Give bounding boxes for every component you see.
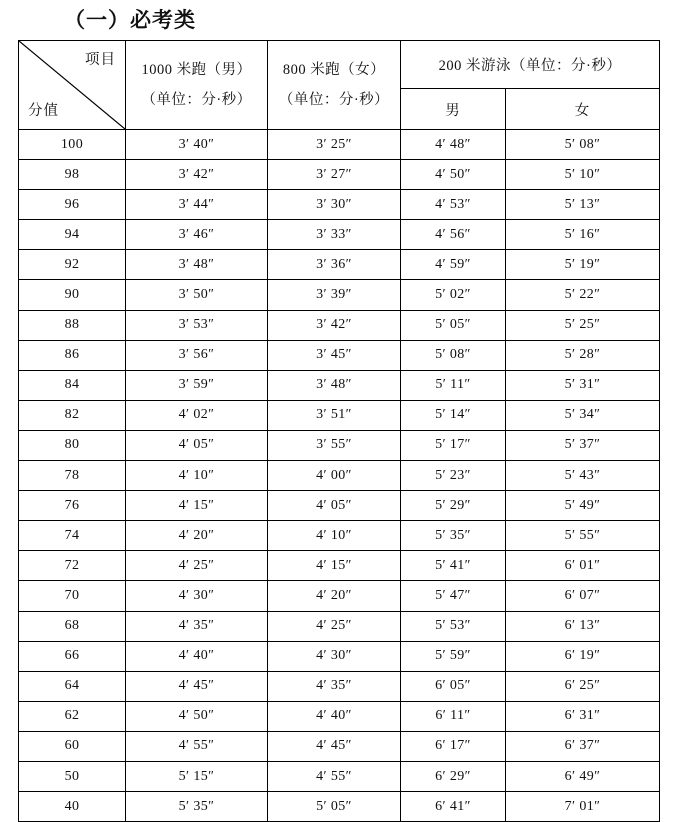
- cell-score: 86: [19, 340, 126, 370]
- cell-score: 78: [19, 461, 126, 491]
- cell-score: 98: [19, 160, 126, 190]
- cell-run-800m: 3′ 27″: [268, 160, 401, 190]
- cell-swim-male: 5′ 02″: [401, 280, 506, 310]
- cell-score: 80: [19, 430, 126, 460]
- cell-score: 74: [19, 521, 126, 551]
- table-row: [19, 430, 660, 460]
- cell-swim-female: 5′ 34″: [506, 400, 660, 430]
- cell-swim-female: 5′ 22″: [506, 280, 660, 310]
- table-row: [19, 190, 660, 220]
- cell-run-800m: 4′ 45″: [268, 731, 401, 761]
- cell-score: 88: [19, 310, 126, 340]
- table-row: [19, 310, 660, 340]
- cell-run-800m: 4′ 15″: [268, 551, 401, 581]
- cell-swim-female: 5′ 37″: [506, 430, 660, 460]
- cell-swim-male: 6′ 41″: [401, 792, 506, 822]
- cell-swim-male: 6′ 05″: [401, 671, 506, 701]
- header-label-score: 分值: [28, 103, 59, 119]
- cell-run-1000m: 3′ 40″: [126, 130, 268, 160]
- cell-swim-female: 5′ 55″: [506, 521, 660, 551]
- cell-swim-female: 5′ 49″: [506, 491, 660, 521]
- cell-score: 68: [19, 611, 126, 641]
- cell-swim-male: 5′ 35″: [401, 521, 506, 551]
- table-row: [19, 671, 660, 701]
- table-row: [19, 521, 660, 551]
- cell-swim-male: 5′ 14″: [401, 400, 506, 430]
- table-row: [19, 370, 660, 400]
- cell-swim-male: 6′ 29″: [401, 761, 506, 791]
- cell-score: 60: [19, 731, 126, 761]
- cell-run-1000m: 3′ 48″: [126, 250, 268, 280]
- cell-score: 40: [19, 792, 126, 822]
- cell-swim-male: 5′ 11″: [401, 370, 506, 400]
- page-title: （一）必考类: [64, 7, 196, 32]
- table-body: [19, 41, 660, 822]
- cell-run-1000m: 4′ 05″: [126, 430, 268, 460]
- cell-run-1000m: 3′ 53″: [126, 310, 268, 340]
- cell-swim-male: 5′ 05″: [401, 310, 506, 340]
- cell-score: 50: [19, 761, 126, 791]
- cell-run-1000m: 4′ 50″: [126, 701, 268, 731]
- cell-run-800m: 3′ 36″: [268, 250, 401, 280]
- cell-swim-female: 5′ 16″: [506, 220, 660, 250]
- cell-run-1000m: 5′ 15″: [126, 761, 268, 791]
- cell-run-800m: 4′ 25″: [268, 611, 401, 641]
- table-row: [19, 220, 660, 250]
- cell-score: 92: [19, 250, 126, 280]
- cell-swim-male: 4′ 53″: [401, 190, 506, 220]
- cell-swim-female: 5′ 43″: [506, 461, 660, 491]
- score-standards-table: [18, 40, 660, 822]
- cell-run-1000m: 4′ 10″: [126, 461, 268, 491]
- cell-swim-female: 6′ 31″: [506, 701, 660, 731]
- cell-swim-male: 5′ 47″: [401, 581, 506, 611]
- cell-run-800m: 4′ 30″: [268, 641, 401, 671]
- table-row: [19, 130, 660, 160]
- table-row: [19, 761, 660, 791]
- header-run-800m-unit: （单位：分·秒）: [278, 92, 390, 108]
- cell-score: 64: [19, 671, 126, 701]
- cell-run-800m: 3′ 25″: [268, 130, 401, 160]
- cell-run-800m: 4′ 55″: [268, 761, 401, 791]
- cell-run-1000m: 4′ 25″: [126, 551, 268, 581]
- cell-score: 96: [19, 190, 126, 220]
- cell-swim-male: 4′ 59″: [401, 250, 506, 280]
- cell-swim-female: 5′ 31″: [506, 370, 660, 400]
- cell-swim-female: 6′ 19″: [506, 641, 660, 671]
- header-corner-cell: [19, 41, 126, 130]
- cell-swim-male: 6′ 17″: [401, 731, 506, 761]
- cell-run-800m: 5′ 05″: [268, 792, 401, 822]
- table-row: [19, 581, 660, 611]
- cell-run-1000m: 4′ 20″: [126, 521, 268, 551]
- cell-score: 94: [19, 220, 126, 250]
- cell-swim-female: 5′ 13″: [506, 190, 660, 220]
- table-row: [19, 551, 660, 581]
- cell-run-1000m: 4′ 55″: [126, 731, 268, 761]
- cell-run-1000m: 3′ 50″: [126, 280, 268, 310]
- cell-run-1000m: 4′ 35″: [126, 611, 268, 641]
- table-row: [19, 280, 660, 310]
- cell-run-800m: 4′ 35″: [268, 671, 401, 701]
- cell-swim-male: 4′ 56″: [401, 220, 506, 250]
- cell-swim-male: 5′ 59″: [401, 641, 506, 671]
- cell-run-800m: 3′ 55″: [268, 430, 401, 460]
- table-row: [19, 491, 660, 521]
- cell-run-800m: 4′ 00″: [268, 461, 401, 491]
- table-row: [19, 340, 660, 370]
- cell-run-1000m: 3′ 56″: [126, 340, 268, 370]
- cell-swim-male: 4′ 48″: [401, 130, 506, 160]
- cell-score: 76: [19, 491, 126, 521]
- cell-run-1000m: 4′ 30″: [126, 581, 268, 611]
- cell-swim-male: 5′ 53″: [401, 611, 506, 641]
- cell-run-800m: 3′ 45″: [268, 340, 401, 370]
- cell-swim-male: 5′ 29″: [401, 491, 506, 521]
- table-row: [19, 641, 660, 671]
- cell-score: 62: [19, 701, 126, 731]
- header-run-800m-title: 800 米跑（女）: [282, 62, 386, 78]
- table-row: [19, 792, 660, 822]
- cell-run-800m: 3′ 33″: [268, 220, 401, 250]
- cell-run-800m: 3′ 30″: [268, 190, 401, 220]
- cell-score: 72: [19, 551, 126, 581]
- table-row: [19, 611, 660, 641]
- cell-run-1000m: 3′ 46″: [126, 220, 268, 250]
- table-row: [19, 701, 660, 731]
- cell-swim-female: 6′ 07″: [506, 581, 660, 611]
- cell-run-1000m: 5′ 35″: [126, 792, 268, 822]
- header-run-1000m-unit: （单位：分·秒）: [141, 92, 252, 108]
- cell-swim-female: 5′ 19″: [506, 250, 660, 280]
- header-row-primary: [19, 41, 660, 89]
- cell-swim-female: 5′ 10″: [506, 160, 660, 190]
- cell-swim-female: 5′ 28″: [506, 340, 660, 370]
- table-row: [19, 160, 660, 190]
- table-row: [19, 250, 660, 280]
- score-table-container: [18, 40, 659, 822]
- header-run-800m-female: [268, 41, 401, 130]
- cell-score: 70: [19, 581, 126, 611]
- header-swim-female: 女: [506, 89, 660, 130]
- table-row: [19, 461, 660, 491]
- cell-score: 82: [19, 400, 126, 430]
- cell-run-800m: 3′ 39″: [268, 280, 401, 310]
- cell-run-1000m: 4′ 15″: [126, 491, 268, 521]
- cell-swim-male: 5′ 23″: [401, 461, 506, 491]
- cell-run-800m: 4′ 05″: [268, 491, 401, 521]
- header-swim-200m-group: 200 米游泳（单位：分·秒）: [401, 41, 660, 89]
- cell-swim-female: 6′ 37″: [506, 731, 660, 761]
- cell-score: 90: [19, 280, 126, 310]
- cell-swim-female: 6′ 25″: [506, 671, 660, 701]
- cell-score: 100: [19, 130, 126, 160]
- cell-swim-female: 5′ 25″: [506, 310, 660, 340]
- cell-swim-male: 4′ 50″: [401, 160, 506, 190]
- header-run-1000m-title: 1000 米跑（男）: [141, 62, 252, 78]
- cell-swim-female: 6′ 01″: [506, 551, 660, 581]
- cell-swim-female: 6′ 49″: [506, 761, 660, 791]
- cell-run-1000m: 4′ 02″: [126, 400, 268, 430]
- cell-run-800m: 3′ 51″: [268, 400, 401, 430]
- cell-swim-male: 5′ 17″: [401, 430, 506, 460]
- header-label-item: 项目: [85, 52, 116, 68]
- cell-score: 84: [19, 370, 126, 400]
- cell-score: 66: [19, 641, 126, 671]
- cell-run-800m: 3′ 42″: [268, 310, 401, 340]
- header-run-1000m-male: [126, 41, 268, 130]
- cell-run-800m: 4′ 20″: [268, 581, 401, 611]
- cell-swim-male: 6′ 11″: [401, 701, 506, 731]
- cell-run-1000m: 3′ 42″: [126, 160, 268, 190]
- cell-run-1000m: 3′ 44″: [126, 190, 268, 220]
- cell-swim-male: 5′ 41″: [401, 551, 506, 581]
- cell-swim-female: 7′ 01″: [506, 792, 660, 822]
- cell-run-1000m: 4′ 40″: [126, 641, 268, 671]
- cell-run-800m: 3′ 48″: [268, 370, 401, 400]
- header-swim-male: 男: [401, 89, 506, 130]
- cell-swim-male: 5′ 08″: [401, 340, 506, 370]
- cell-swim-female: 6′ 13″: [506, 611, 660, 641]
- cell-run-1000m: 4′ 45″: [126, 671, 268, 701]
- cell-run-1000m: 3′ 59″: [126, 370, 268, 400]
- cell-run-800m: 4′ 40″: [268, 701, 401, 731]
- cell-swim-female: 5′ 08″: [506, 130, 660, 160]
- cell-run-800m: 4′ 10″: [268, 521, 401, 551]
- table-row: [19, 731, 660, 761]
- table-row: [19, 400, 660, 430]
